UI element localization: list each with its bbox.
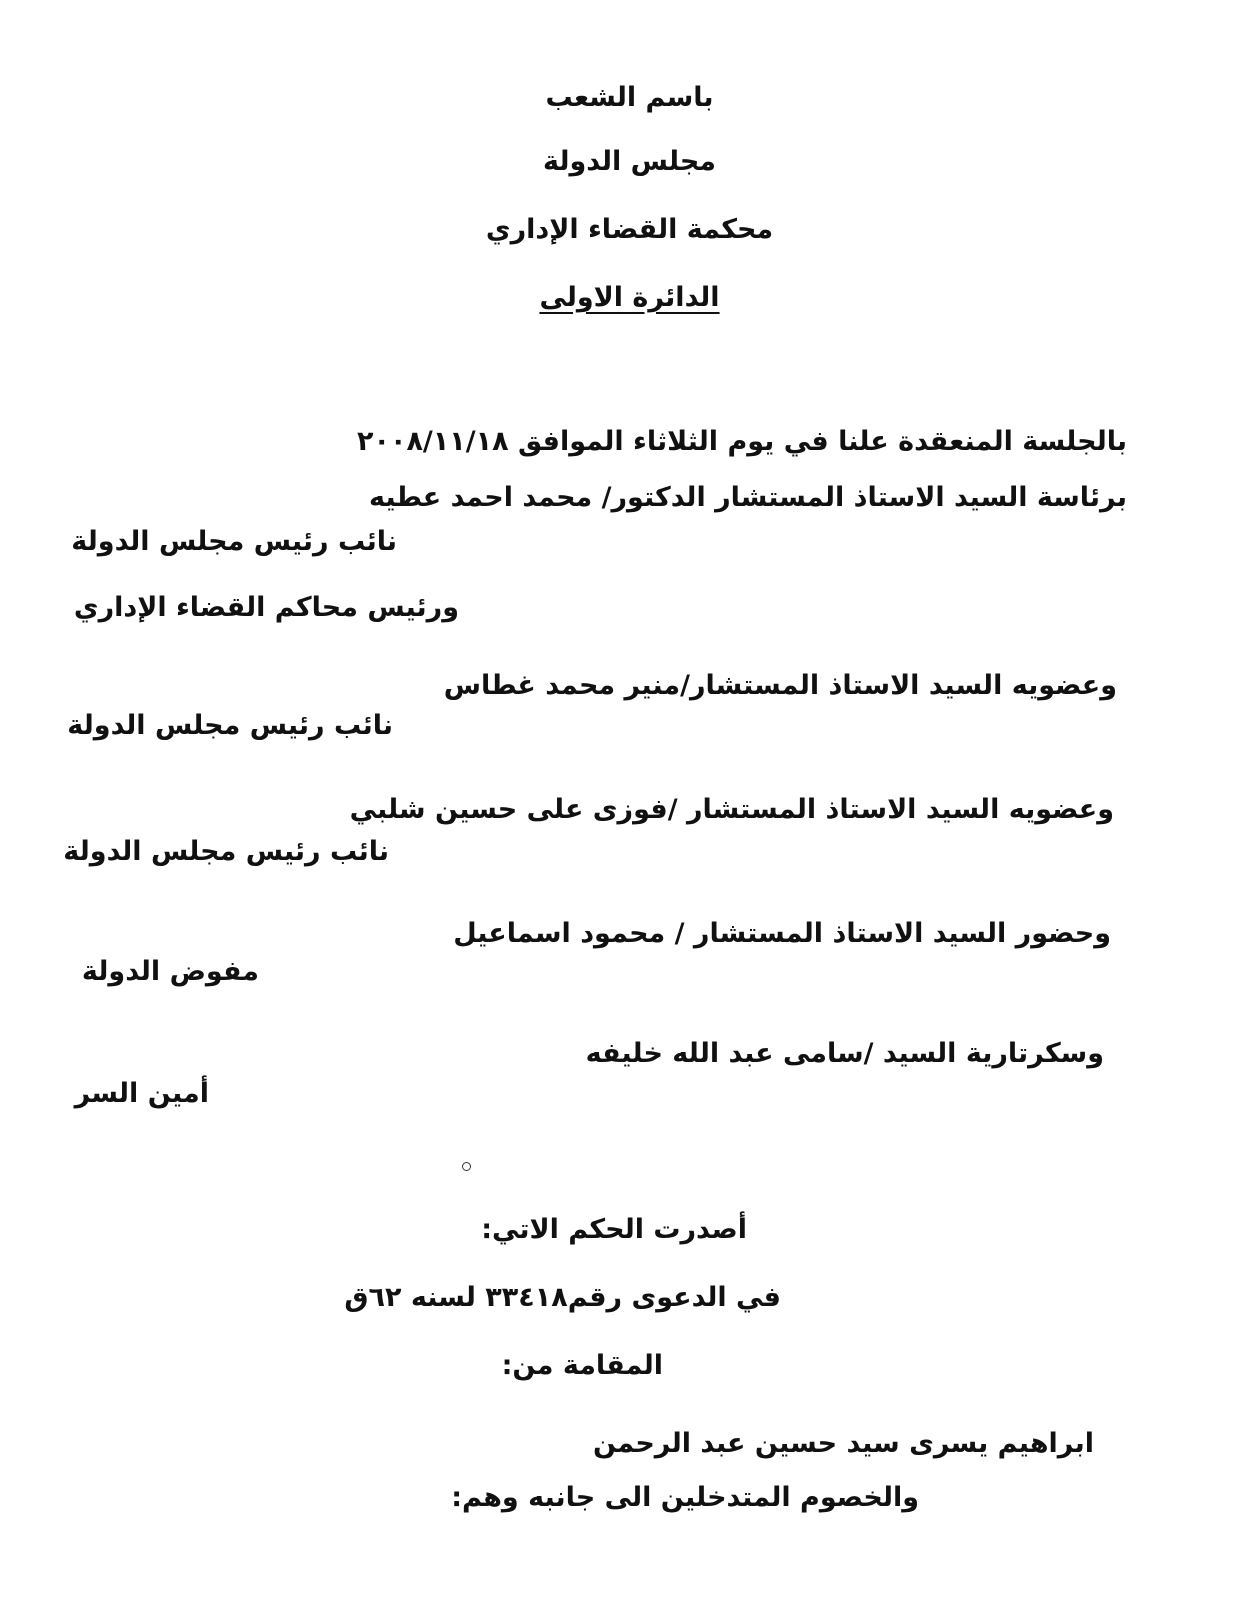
secretary-line: وسكرتارية السيد /سامى عبد الله خليفه [585, 1038, 1104, 1069]
member2-title: نائب رئيس مجلس الدولة [63, 836, 389, 867]
session-date-line: بالجلسة المنعقدة علنا في يوم الثلاثاء الموافق ٢٠٠٨/١١/١٨ [357, 426, 1127, 457]
ruling-case-number: في الدعوى رقم٣٣٤١٨ لسنه ٦٢ق [344, 1282, 781, 1313]
header-circuit: الدائرة الاولى [539, 282, 720, 313]
header-title-people: باسم الشعب [545, 82, 714, 113]
intervenors-line: والخصوم المتدخلين الى جانبه وهم: [451, 1482, 919, 1513]
secretary-title: أمين السر [74, 1078, 209, 1109]
president-title-deputy: نائب رئيس مجلس الدولة [71, 526, 397, 557]
plaintiff-name: ابراهيم يسرى سيد حسين عبد الرحمن [592, 1428, 1094, 1459]
commissioner-line: وحضور السيد الاستاذ المستشار / محمود اسماعيل [453, 918, 1111, 949]
session-president-line: برئاسة السيد الاستاذ المستشار الدكتور/ محمد احمد عطيه [369, 482, 1127, 513]
header-court-name: محكمة القضاء الإداري [485, 214, 774, 245]
header-council-of-state: مجلس الدولة [542, 146, 717, 177]
ruling-issued: أصدرت الحكم الاتي: [481, 1214, 747, 1245]
member2-line: وعضويه السيد الاستاذ المستشار /فوزى على حسين شلبي [349, 794, 1114, 825]
commissioner-title: مفوض الدولة [81, 956, 259, 987]
president-title-head: ورئيس محاكم القضاء الإداري [73, 592, 459, 623]
member1-line: وعضويه السيد الاستاذ المستشار/منير محمد غطاس [443, 670, 1117, 701]
member1-title: نائب رئيس مجلس الدولة [67, 710, 393, 741]
stray-mark [462, 1162, 471, 1171]
ruling-filed-by: المقامة من: [501, 1350, 663, 1381]
